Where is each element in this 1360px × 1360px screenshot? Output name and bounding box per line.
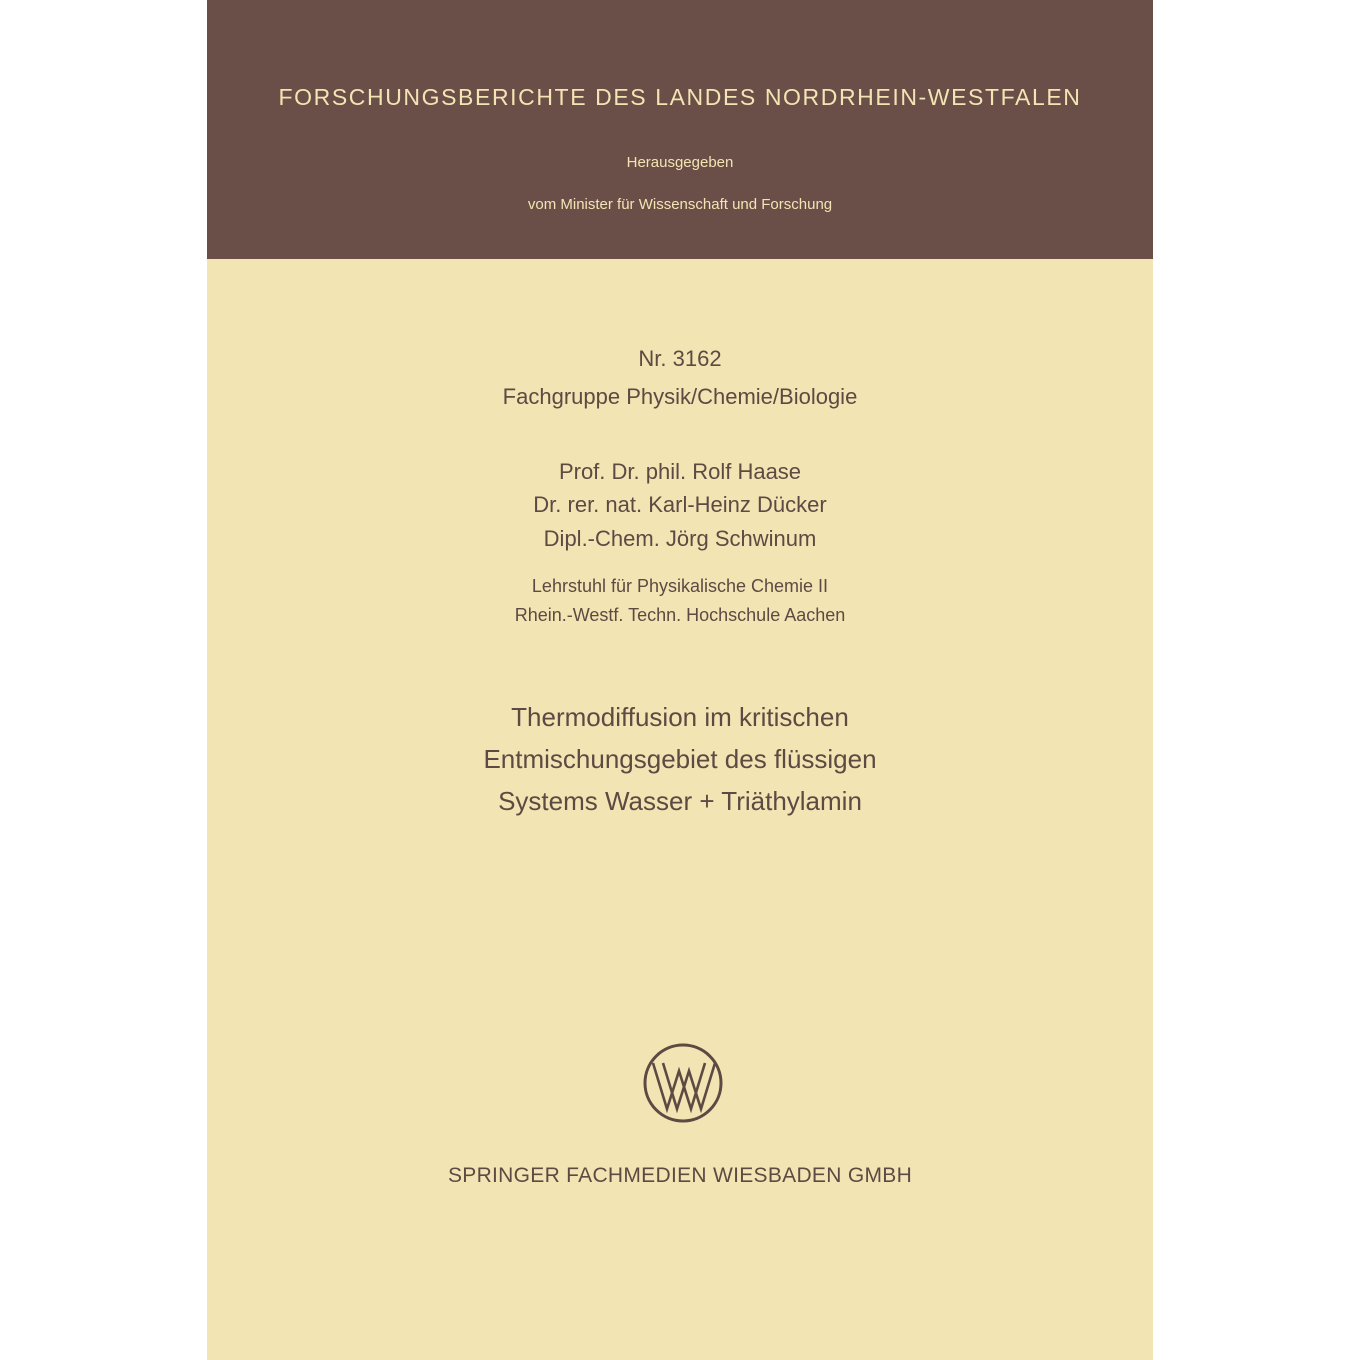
springer-vieweg-w-logo-icon [643, 1043, 723, 1123]
title-line-2: Entmischungsgebiet des flüssigen [483, 744, 877, 774]
report-number: Nr. 3162 [638, 346, 722, 371]
author-2: Dr. rer. nat. Karl-Heinz Dücker [533, 492, 827, 517]
title-line-3: Systems Wasser + Triäthylamin [498, 786, 862, 816]
series-title: FORSCHUNGSBERICHTE DES LANDES NORDRHEIN-WESTFALEN [278, 84, 1082, 110]
publisher-name: SPRINGER FACHMEDIEN WIESBADEN GMBH [447, 1164, 913, 1187]
institution-chair: Lehrstuhl für Physikalische Chemie II [531, 576, 829, 596]
institution-university: Rhein.-Westf. Techn. Hochschule Aachen [514, 605, 846, 625]
author-1: Prof. Dr. phil. Rolf Haase [558, 459, 802, 484]
book-cover [207, 0, 1153, 1360]
subject-group: Fachgruppe Physik/Chemie/Biologie [502, 384, 858, 409]
editor-name: vom Minister für Wissenschaft und Forschung [527, 196, 833, 213]
edited-by-label: Herausgegeben [626, 154, 734, 171]
header-band [207, 0, 1153, 259]
title-line-1: Thermodiffusion im kritischen [511, 702, 849, 732]
author-3: Dipl.-Chem. Jörg Schwinum [543, 526, 817, 551]
